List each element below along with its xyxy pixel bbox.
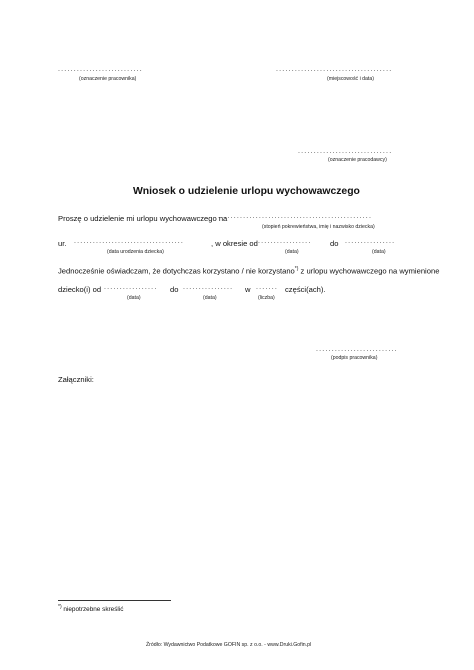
declaration-footnote-mark: *): [294, 266, 299, 272]
declaration-text-b: z urlopu wychowawczego na wymienione: [300, 266, 440, 276]
period-to-label: do: [330, 239, 339, 248]
child-name-caption: (stopień pokrewieństwa, imię i nazwisko dziecka): [262, 224, 375, 230]
signature-caption: (podpis pracownika): [331, 355, 378, 361]
usage-count-caption: (liczba): [258, 295, 275, 301]
usage-to-field[interactable]: ................: [183, 284, 234, 291]
employer-caption: (oznaczenie pracodawcy): [328, 157, 387, 163]
usage-to-label: do: [170, 285, 179, 294]
period-label: , w okresie od: [211, 239, 258, 248]
declaration-line1: [58, 266, 439, 276]
usage-to-caption: (data): [203, 295, 217, 301]
period-from-field[interactable]: .................: [258, 238, 312, 245]
request-line1-text: Proszę o udzielenie mi urlopu wychowawczego na: [58, 214, 228, 223]
usage-from-field[interactable]: .................: [104, 284, 158, 291]
birth-prefix: ur.: [58, 239, 67, 248]
usage-from-caption: (data): [127, 295, 141, 301]
period-from-caption: (data): [285, 249, 299, 255]
place-date-dotted-line: .....................................: [276, 66, 393, 73]
period-to-caption: (data): [372, 249, 386, 255]
footnote: [58, 604, 123, 613]
signature-dotted-line[interactable]: ..........................: [316, 346, 398, 353]
birth-date-caption: (data urodzenia dziecka): [107, 249, 164, 255]
declaration-text-a: Jednocześnie oświadczam, że dotychczas korzystano / nie korzystano: [58, 266, 295, 276]
attachments-label: Załączniki:: [58, 375, 94, 384]
period-to-field[interactable]: ................: [345, 238, 396, 245]
footnote-mark: *): [58, 604, 62, 610]
source-note: Źródło: Wydawnictwo Podatkowe GOFIN sp. z o.o. - www.Druki.Gofin.pl: [146, 642, 312, 648]
usage-prefix: dziecko(i) od: [58, 285, 102, 294]
footnote-text: niepotrzebne skreślić: [63, 606, 124, 614]
child-name-field[interactable]: .................................................: [218, 213, 373, 220]
employee-dotted-line: ...........................: [58, 66, 143, 73]
employee-caption: (oznaczenie pracownika): [79, 76, 137, 82]
employer-dotted-line: ..............................: [298, 148, 393, 155]
usage-suffix: części(ach).: [285, 285, 326, 294]
usage-count-field[interactable]: .......: [256, 284, 279, 291]
place-date-caption: (miejscowość i data): [327, 76, 374, 82]
form-title: Wniosek o udzielenie urlopu wychowawczego: [133, 186, 360, 197]
usage-in-label: w: [245, 285, 251, 294]
birth-date-field[interactable]: ...................................: [74, 238, 185, 245]
footnote-divider: [58, 600, 171, 601]
